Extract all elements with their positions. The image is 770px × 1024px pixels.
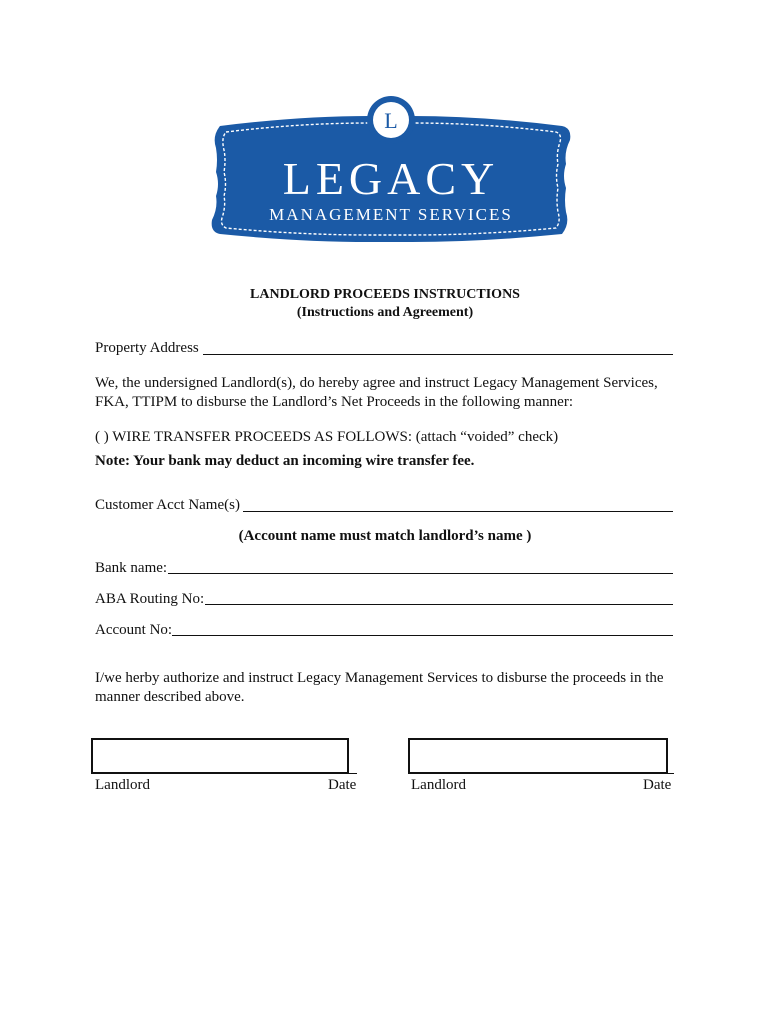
logo-tagline: MANAGEMENT SERVICES <box>269 205 513 224</box>
date-label-1: Date <box>328 777 357 793</box>
legacy-logo <box>200 92 582 252</box>
landlord-signature-box-2[interactable] <box>408 738 668 774</box>
account-name-note: (Account name must match landlord’s name ) <box>238 528 532 544</box>
customer-acct-field[interactable] <box>243 511 673 512</box>
property-address-field[interactable] <box>203 354 673 355</box>
property-address-label: Property Address <box>95 340 199 356</box>
wire-transfer-option[interactable]: ( ) WIRE TRANSFER PROCEEDS AS FOLLOWS: (attach “voided” check) <box>95 429 559 445</box>
aba-routing-label: ABA Routing No: <box>95 591 205 607</box>
aba-routing-field[interactable] <box>205 604 673 605</box>
account-no-label: Account No: <box>95 622 173 638</box>
landlord-label-2: Landlord <box>411 777 466 793</box>
logo-name: LEGACY <box>282 153 500 204</box>
logo-initial: L <box>384 108 398 133</box>
account-no-field[interactable] <box>172 635 673 636</box>
form-title: LANDLORD PROCEEDS INSTRUCTIONS <box>250 287 520 302</box>
landlord-label-1: Landlord <box>95 777 150 793</box>
authorization-text: I/we herby authorize and instruct Legacy Management Services to disburse the proceeds in the manner described above. <box>95 670 664 705</box>
landlord-signature-box-1[interactable] <box>91 738 349 774</box>
bank-name-field[interactable] <box>168 573 673 574</box>
form-subtitle: (Instructions and Agreement) <box>296 305 474 320</box>
instruction-text: We, the undersigned Landlord(s), do hereby agree and instruct Legacy Management Services, FKA, TTIPM to disburse the Landlord’s Net Proceeds in the following manner: <box>95 375 658 410</box>
wire-fee-note: Note: Your bank may deduct an incoming wire transfer fee. <box>95 453 475 469</box>
signature-line-2 <box>408 773 674 774</box>
date-label-2: Date <box>643 777 672 793</box>
bank-name-label: Bank name: <box>95 560 168 576</box>
signature-line-1 <box>91 773 357 774</box>
customer-acct-label: Customer Acct Name(s) <box>95 497 240 513</box>
